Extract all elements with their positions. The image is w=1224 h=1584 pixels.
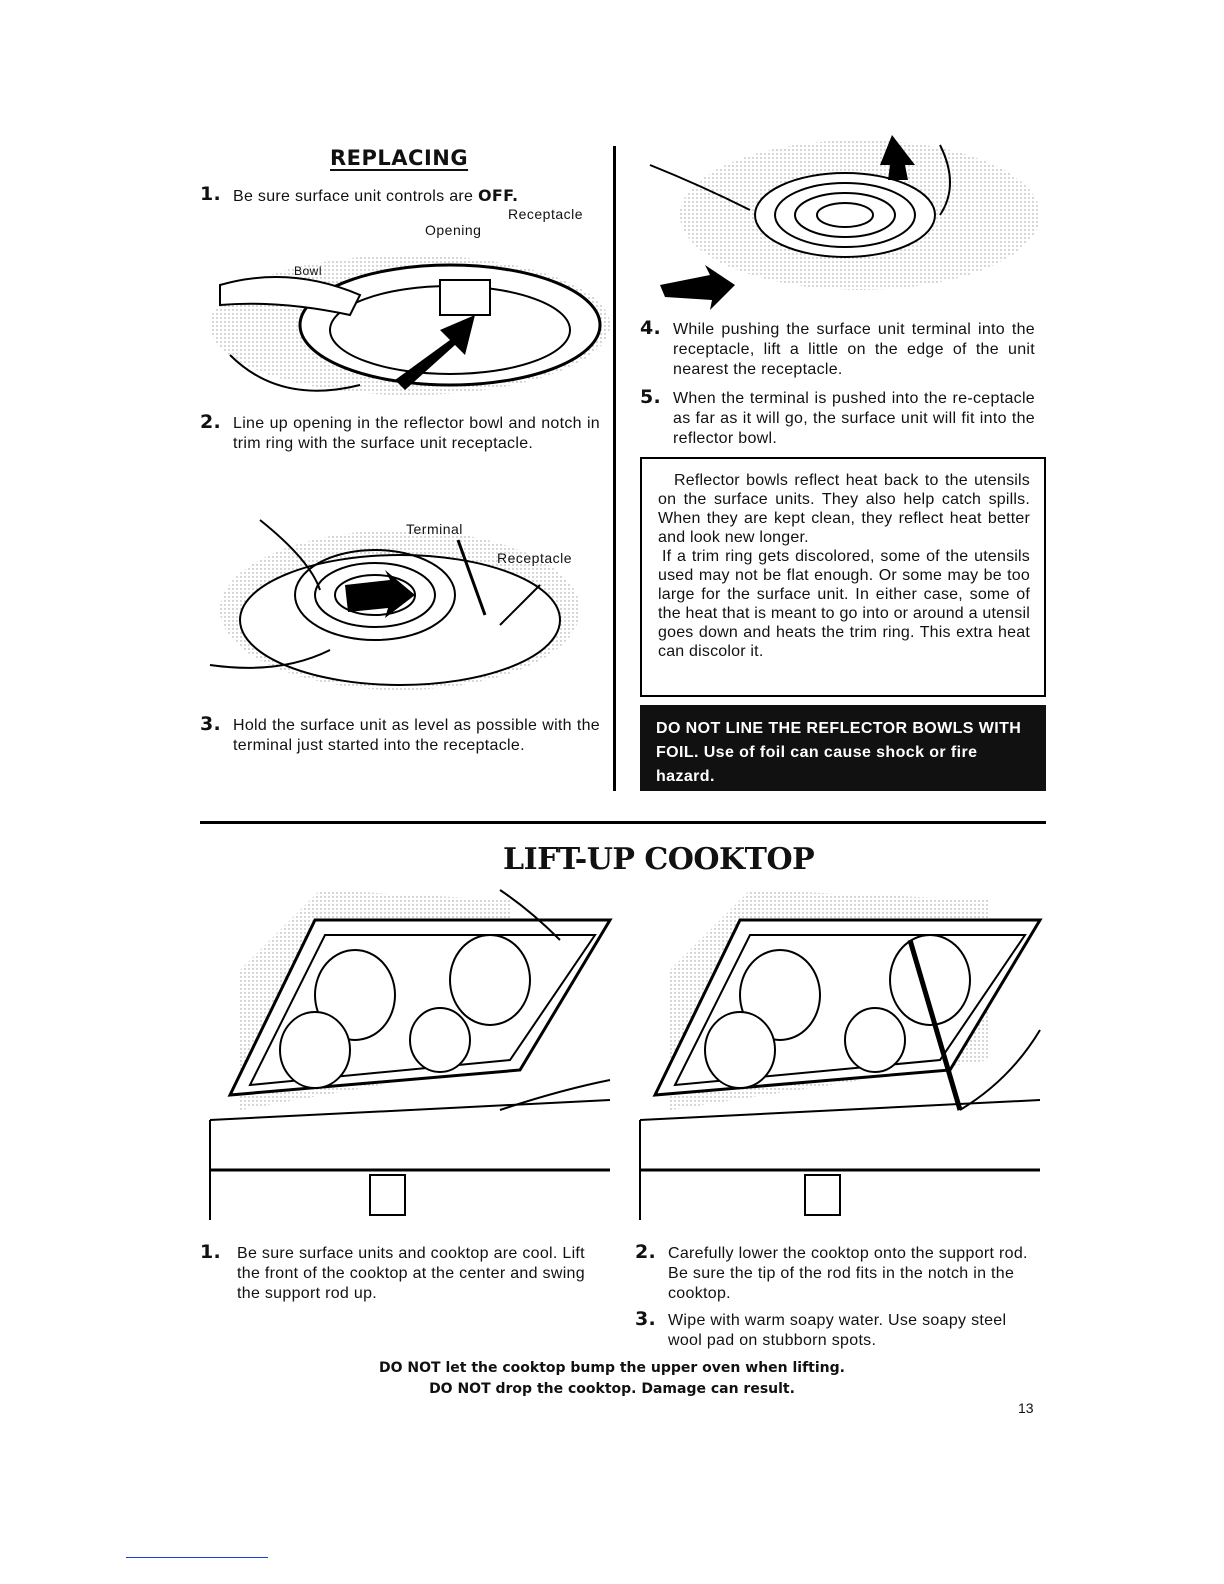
step-number: 5. (640, 386, 662, 408)
cooktop-lift-illustration (200, 880, 620, 1225)
note-paragraph-2: If a trim ring gets discolored, some of the utensils used may not be flat enough. Or some may be too large for the surface unit. In either case, some of the heat that is meant to go into or around a utensil goes down and heats the trim ring. This extra heat can discolor it. (658, 548, 1030, 660)
note-paragraph-1: Reflector bowls reflect heat back to the utensils on the surface units. They also help catch spills. When they are kept clean, they reflect heat better and look new longer. (658, 472, 1030, 546)
step-number: 4. (640, 317, 662, 339)
lift-warning-2: DO NOT drop the cooktop. Damage can result. (429, 1381, 795, 1397)
bowl-alignment-illustration (200, 205, 620, 415)
step-text: Be sure surface unit controls are OFF. (233, 186, 519, 205)
section-divider (200, 821, 1046, 824)
column-divider (613, 146, 616, 791)
step-number: 1. (200, 183, 222, 205)
step-text: Be sure surface units and cooktop are cool. Lift the front of the cooktop at the center and swing the support rod up. (237, 1245, 585, 1302)
replacing-step-3 (200, 713, 600, 778)
page-number: 13 (1018, 1400, 1034, 1416)
foil-warning-box: DO NOT LINE THE REFLECTOR BOWLS WITH FOIL. Use of foil can cause shock or fire hazard. (640, 705, 1046, 791)
step-number: 3. (635, 1308, 657, 1330)
label-opening: Opening (425, 222, 482, 238)
replacing-step-5 (640, 386, 1035, 451)
step-text: Line up opening in the reflector bowl and notch in trim ring with the surface unit receptacle. (233, 415, 600, 452)
step-text: Hold the surface unit as level as possible with the terminal just started into the receptacle. (233, 717, 600, 754)
cooktop-support-rod-illustration (630, 880, 1045, 1225)
reflector-bowl-note (640, 457, 1046, 697)
replacing-heading: REPLACING (330, 146, 469, 170)
step-text: When the terminal is pushed into the re-ceptacle as far as it will go, the surface unit will fit into the reflector bowl. (673, 390, 1035, 447)
label-bowl: Bowl (294, 264, 323, 278)
surface-unit-push-illustration (640, 125, 1040, 315)
footnote-rule (126, 1557, 268, 1558)
label-terminal: Terminal (406, 521, 463, 537)
step-number: 2. (635, 1241, 657, 1263)
lift-warning-1: DO NOT let the cooktop bump the upper oven when lifting. (379, 1360, 845, 1376)
label-receptacle-2: Receptacle (497, 550, 573, 566)
step-text: While pushing the surface unit terminal into the receptacle, lift a little on the edge of the unit nearest the receptacle. (673, 321, 1035, 378)
label-receptacle: Receptacle (508, 206, 584, 222)
liftup-step-2 (635, 1241, 1035, 1306)
liftup-step-3 (635, 1308, 1035, 1353)
step-number: 3. (200, 713, 222, 735)
liftup-step-1 (200, 1241, 610, 1306)
replacing-step-4 (640, 317, 1035, 382)
liftup-heading: LIFT-UP COOKTOP (503, 842, 815, 877)
step-number: 1. (200, 1241, 222, 1263)
step-text: Wipe with warm soapy water. Use soapy steel wool pad on stubborn spots. (668, 1312, 1007, 1349)
terminal-insertion-illustration (200, 500, 600, 710)
replacing-step-2 (200, 411, 600, 476)
step-number: 2. (200, 411, 222, 433)
step-text: Carefully lower the cooktop onto the support rod. Be sure the tip of the rod fits in the notch in the cooktop. (668, 1245, 1028, 1302)
